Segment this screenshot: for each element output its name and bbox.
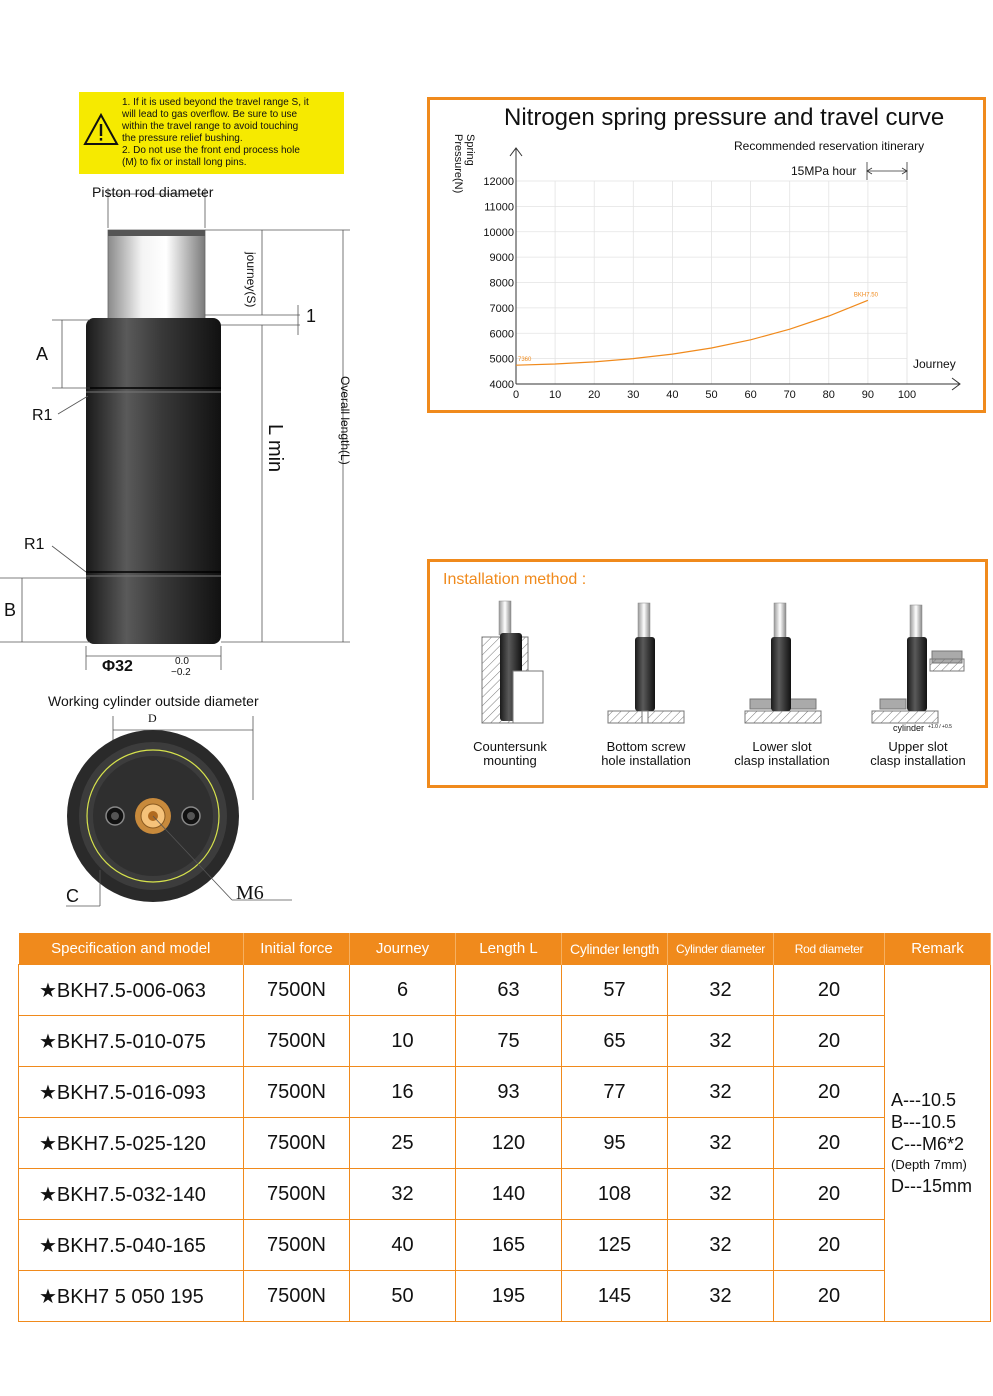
cylinder-note: cylinder [893,723,925,733]
cell-model: ★BKH7.5-006-063 [19,965,244,1016]
upper-slot-drawing [872,605,964,723]
chart-title: Nitrogen spring pressure and travel curve [504,104,945,131]
header-cylinder-length: Cylinder length [562,933,668,965]
x-tick-label: 10 [548,389,562,401]
method-bottom-screw [590,740,702,768]
cell-force: 7500N [244,1220,350,1271]
lmin-label: L min [264,424,286,473]
y-tick-label: 6000 [489,328,514,341]
cell-journey: 50 [350,1271,456,1322]
cell-length: 93 [456,1067,562,1118]
x-tick-label: 70 [783,389,796,401]
warning-line: 1. If it is used beyond the travel range S, it [122,97,309,108]
cell-cylinder-diameter: 32 [668,1271,774,1322]
cell-model: ★BKH7.5-016-093 [19,1067,244,1118]
cell-length: 165 [456,1220,562,1271]
cell-model: ★BKH7.5-025-120 [19,1118,244,1169]
cell-journey: 10 [350,1016,456,1067]
bottom-screw-drawing [608,603,684,723]
remark-d: D---15mm [891,1176,972,1196]
cell-force: 7500N [244,965,350,1016]
method-label: Bottom screw [606,739,686,754]
cell-journey: 6 [350,965,456,1016]
cell-force: 7500N [244,1271,350,1322]
cell-length: 195 [456,1271,562,1322]
cell-cylinder-length: 108 [562,1169,668,1220]
method-label: Upper slot [888,739,948,754]
remark-depth: (Depth 7mm) [891,1157,967,1172]
header-remark: Remark [885,933,991,965]
overall-length-label: Overall length(L) [338,376,352,465]
r1-top-label: R1 [32,407,53,424]
piston-rod-label: Piston rod diameter [92,184,214,200]
cell-cylinder-length: 57 [562,965,668,1016]
cell-rod-diameter: 20 [774,1169,885,1220]
table-row [19,1016,991,1067]
c-label: C [66,886,79,906]
cell-length: 75 [456,1016,562,1067]
cell-force: 7500N [244,1016,350,1067]
y-tick-label: 10000 [483,226,514,239]
chart-annotation-hour: 15MPa hour [791,164,857,178]
tolerance-lower: −0.2 [171,667,191,678]
cell-cylinder-length: 125 [562,1220,668,1271]
warning-line: will lead to gas overflow. Be sure to use [122,109,298,120]
table-header-row [19,933,991,965]
cell-force: 7500N [244,1169,350,1220]
m6-label: M6 [236,882,264,904]
chart-annotation-top: Recommended reservation itinerary [734,139,925,153]
remark-b: B---10.5 [891,1112,957,1132]
warning-line: the pressure relief bushing. [122,133,243,144]
header-length: Length L [456,933,562,965]
series-start-label: 7360 [518,357,532,364]
method-label: hole installation [601,753,691,768]
chart-ylabel: Spring Pressure(N) [452,134,476,194]
b-label: B [4,600,17,620]
x-tick-label: 80 [822,389,835,401]
cell-cylinder-diameter: 32 [668,1016,774,1067]
cell-cylinder-diameter: 32 [668,965,774,1016]
header-rod-diameter: Rod diameter [774,933,885,965]
countersunk-drawing [482,601,543,723]
cell-journey: 25 [350,1118,456,1169]
cell-rod-diameter: 20 [774,1271,885,1322]
series-line [516,300,868,365]
x-tick-label: 30 [627,389,640,401]
installation-title: Installation method : [443,571,587,588]
spec-table [18,933,991,1322]
cell-force: 7500N [244,1067,350,1118]
cell-cylinder-diameter: 32 [668,1169,774,1220]
header-initial-force: Initial force [244,933,350,965]
table-row [19,1169,991,1220]
method-label: mounting [483,753,537,768]
lower-slot-drawing [745,603,821,723]
cell-rod-diameter: 20 [774,1118,885,1169]
series-end-label: BKH7.50 [853,292,878,299]
chart-plot [430,140,980,410]
y-tick-label: 12000 [483,176,514,188]
table-row [19,1271,991,1322]
phi-label: Φ32 [102,658,133,675]
cell-rod-diameter: 20 [774,1067,885,1118]
x-tick-label: 60 [744,389,757,401]
x-tick-label: 50 [705,389,718,401]
cell-cylinder-length: 65 [562,1016,668,1067]
cell-rod-diameter: 20 [774,1016,885,1067]
warning-triangle-icon [83,112,119,148]
cell-cylinder-length: 95 [562,1118,668,1169]
warning-line: 2. Do not use the front end process hole [122,145,300,156]
table-row [19,1220,991,1271]
y-tick-label: 5000 [489,353,514,366]
method-label: clasp installation [870,753,966,768]
cell-rod-diameter: 20 [774,965,885,1016]
cell-journey: 32 [350,1169,456,1220]
x-tick-label: 20 [588,389,601,401]
y-tick-label: 11000 [484,201,514,214]
warning-line: within the travel range to avoid touching [122,121,299,132]
x-tick-label: 40 [666,389,679,401]
warning-line: (M) to fix or install long pins. [122,157,247,168]
table-row [19,1118,991,1169]
cell-model: ★BKH7.5-010-075 [19,1016,244,1067]
cylinder-od-label: Working cylinder outside diameter [48,693,259,709]
remark-c: C---M6*2 [891,1134,965,1154]
method-label: clasp installation [734,753,830,768]
method-label: Lower slot [752,739,812,754]
method-label: Countersunk [473,739,547,754]
one-label: 1 [306,306,317,326]
chart-xlabel: Journey [913,357,956,371]
r1-bottom-label: R1 [24,536,45,553]
spring-end-view [60,710,300,910]
cell-cylinder-diameter: 32 [668,1067,774,1118]
cell-cylinder-diameter: 32 [668,1118,774,1169]
x-tick-label: 100 [897,389,917,401]
d-label: D [148,711,157,725]
x-tick-label: 0 [512,389,520,401]
table-row [19,1067,991,1118]
y-tick-label: 7000 [489,302,514,315]
cell-cylinder-length: 77 [562,1067,668,1118]
cell-model: ★BKH7 5 050 195 [19,1271,244,1322]
method-upper-slot [860,740,976,768]
cell-journey: 40 [350,1220,456,1271]
cell-length: 140 [456,1169,562,1220]
cell-model: ★BKH7.5-040-165 [19,1220,244,1271]
x-tick-label: 90 [861,389,875,401]
journey-label: journey(S) [244,252,258,308]
cell-remark [885,965,991,1322]
warning-text [122,97,342,169]
header-cylinder-diameter: Cylinder diameter [668,933,774,965]
cell-length: 63 [456,965,562,1016]
cell-rod-diameter: 20 [774,1220,885,1271]
a-label: A [36,344,49,364]
method-countersunk [460,740,560,768]
cell-model: ★BKH7.5-032-140 [19,1169,244,1220]
header-journey: Journey [350,933,456,965]
cell-journey: 16 [350,1067,456,1118]
installation-drawings [440,595,980,735]
cell-force: 7500N [244,1118,350,1169]
cylinder-tolerance: +1.0 / +0.5 [928,724,952,730]
cell-length: 120 [456,1118,562,1169]
remark-a: A---10.5 [891,1090,957,1110]
cell-cylinder-length: 145 [562,1271,668,1322]
cell-cylinder-diameter: 32 [668,1220,774,1271]
tolerance-upper: 0.0 [175,656,189,667]
y-tick-label: 9000 [489,252,514,265]
header-spec: Specification and model [19,933,244,965]
method-lower-slot [725,740,839,768]
table-row [19,965,991,1016]
y-tick-label: 4000 [489,379,514,391]
y-tick-label: 8000 [489,277,514,290]
